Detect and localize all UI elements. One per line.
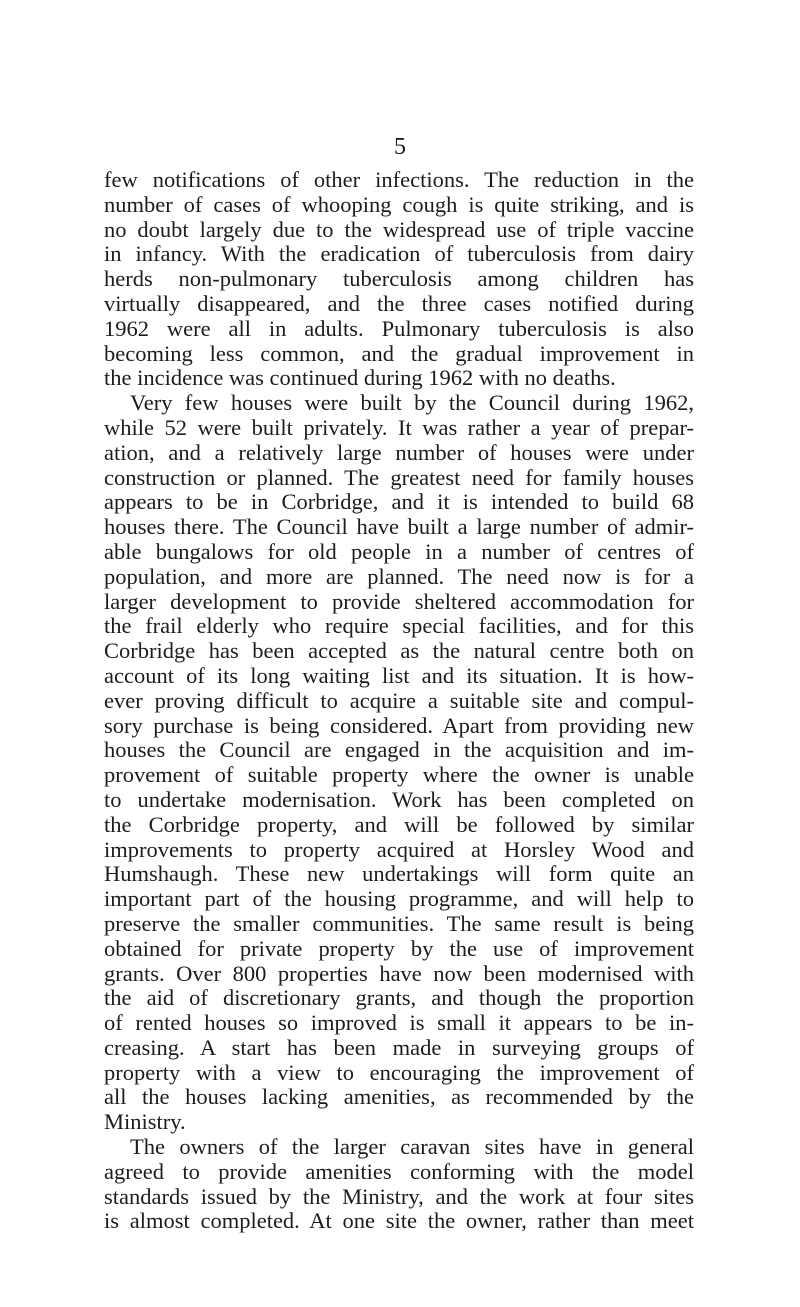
text-line: ation, and a relatively large number of houses were under [104,439,694,465]
text-line: the Corbridge property, and will be followed by similar [104,811,694,837]
text-line: account of its long waiting list and its situation. It is how- [104,662,694,688]
text-line: improvements to property acquired at Horsley Wood and [104,836,694,862]
text-line: is almost completed. At one site the owner, rather than meet [104,1208,694,1234]
text-line: obtained for private property by the use of improvement [104,935,694,961]
text-line: able bungalows for old people in a number of centres of [104,538,694,564]
text-line: Ministry. [104,1109,186,1135]
paragraph-caravan-sites [104,1135,694,1234]
text-line: appears to be in Corbridge, and it is intended to build 68 [104,489,694,515]
text-line: The owners of the larger caravan sites have in general [130,1134,694,1160]
text-line: the incidence was continued during 1962 with no deaths. [104,365,616,391]
text-line: to undertake modernisation. Work has been completed on [104,786,694,812]
text-line: construction or planned. The greatest need for family houses [104,464,694,490]
text-line: provement of suitable property where the owner is unable [104,762,694,788]
text-line: Humshaugh. These new undertakings will form quite an [104,861,694,887]
text-line: property with a view to encouraging the improvement of [104,1059,694,1085]
text-line: few notifications of other infections. The reduction in the [104,167,694,192]
page-number: 5 [394,134,406,160]
text-line: population, and more are planned. The need now is for a [104,563,694,589]
text-line: agreed to provide amenities conforming with the model [104,1158,694,1184]
text-line: the frail elderly who require special facilities, and for this [104,613,694,639]
text-line: no doubt largely due to the widespread use of triple vaccine [104,216,694,242]
text-line: number of cases of whooping cough is quite striking, and is [104,191,694,217]
paragraph-infections [104,168,694,391]
text-line: Corbridge has been accepted as the natural centre both on [104,638,694,664]
text-line: Very few houses were built by the Council during 1962, [130,390,694,416]
text-line: herds non-pulmonary tuberculosis among children has [104,266,694,292]
text-line: 1962 were all in adults. Pulmonary tuberculosis is also [104,315,694,341]
text-line: of rented houses so improved is small it appears to be in- [104,1010,694,1036]
text-line: while 52 were built privately. It was rather a year of prepar- [104,414,694,440]
paragraph-housing [104,391,694,1135]
text-line: the aid of discretionary grants, and though the proportion [104,985,694,1011]
text-line: houses the Council are engaged in the acquisition and im- [104,737,694,763]
text-line: grants. Over 800 properties have now been modernised with [104,960,694,986]
text-line: all the houses lacking amenities, as recommended by the [104,1084,694,1110]
body-text [104,168,694,1234]
text-line: creasing. A start has been made in surveying groups of [104,1034,694,1060]
text-line: becoming less common, and the gradual improvement in [104,340,694,366]
text-line: larger development to provide sheltered accommodation for [104,588,694,614]
text-line: virtually disappeared, and the three cases notified during [104,290,694,316]
text-line: important part of the housing programme, and will help to [104,886,694,912]
text-line: ever proving difficult to acquire a suitable site and compul- [104,687,694,713]
text-line: preserve the smaller communities. The same result is being [104,910,694,936]
text-line: standards issued by the Ministry, and the work at four sites [104,1183,694,1209]
text-line: houses there. The Council have built a large number of admir- [104,514,694,540]
text-line: sory purchase is being considered. Apart from providing new [104,712,694,738]
text-line: in infancy. With the eradication of tuberculosis from dairy [104,241,694,267]
